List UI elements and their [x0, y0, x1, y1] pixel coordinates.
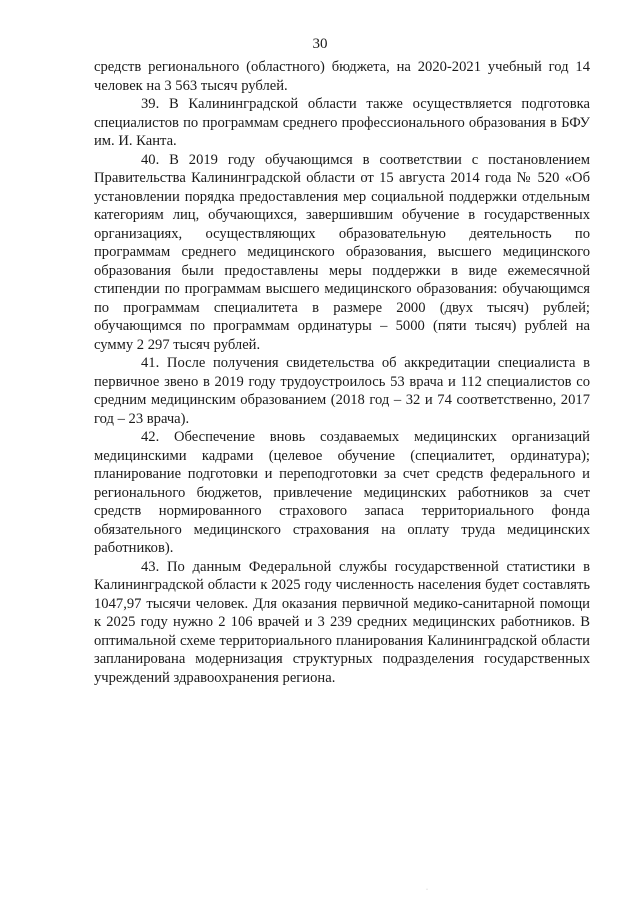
- page-number: 30: [312, 36, 328, 52]
- paragraph-39: 39. В Калининградской области также осуществляется подготовка специалистов по программам среднего профессионального образования в БФУ им. И. Канта.: [94, 96, 590, 149]
- scan-mark: ·: [426, 887, 428, 893]
- paragraph-42: 42. Обеспечение вновь создаваемых медицинских организаций медицинскими кадрами (целевое обучение (специалитет, ординатура); планирование подготовки и переподготовки за счет средств федерального и регионального бюджетов, привлечение медицинских работников за счет средств нормированного страхового запаса территориального фонда обязательного медицинского страхования на оплату труда медицинских работников).: [94, 429, 590, 556]
- document-body: [94, 58, 590, 687]
- paragraph-continuation: средств регионального (областного) бюджета, на 2020-2021 учебный год 14 человек на 3 563 тысяч рублей.: [94, 59, 590, 94]
- paragraph-41: 41. После получения свидетельства об аккредитации специалиста в первичное звено в 2019 году трудоустроилось 53 врача и 112 специалистов со средним медицинским образованием (2018 год – 32 и 74 соответственно, 2017 год – 23 врача).: [94, 355, 590, 427]
- paragraph-40: 40. В 2019 году обучающимся в соответствии с постановлением Правительства Калининградской области от 15 августа 2014 года № 520 «Об установлении порядка предоставления мер социальной поддержки отдельным категориям лиц, обучающихся, завершившим обучение в государственных организациях, осуществляющих образовательную деятельность по программам среднего медицинского образования, высшего медицинского образования были предоставлены меры поддержки в виде ежемесячной стипендии по программам высшего медицинского образования: обучающимся по программам специалитета в размере 2000 (двух тысяч) рублей; обучающимся по программам ординатуры – 5000 (пяти тысяч) рублей на сумму 2 297 тысяч рублей.: [94, 151, 590, 353]
- paragraph-43: 43. По данным Федеральной службы государственной статистики в Калининградской области к 2025 году численность населения будет составлять 1047,97 тысячи человек. Для оказания первичной медико-санитарной помощи к 2025 году нужно 2 106 врачей и 3 239 средних медицинских работников. В оптимальной схеме территориального планирования Калининградской области запланирована модернизация структурных подразделения государственных учреждений здравоохранения региона.: [94, 558, 590, 686]
